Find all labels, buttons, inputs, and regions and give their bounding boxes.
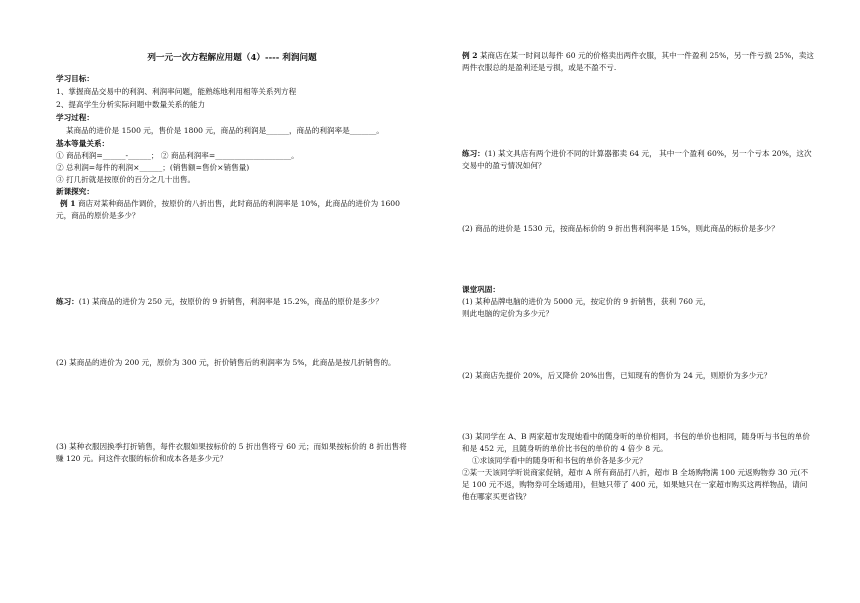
right-practice-1-text: (1) 某文具店有两个进价不同的计算器都卖 64 元， 其中一个盈利 60%，另一个亏本 20%，这次交易中的盈亏情况如何？ bbox=[462, 149, 812, 170]
consolidation-3c: ②某一天该同学听说商家促销，超市 A 所有商品打八折，超市 B 全场购物满 100 元返购物券 30 元(不足 100 元不返，购物券可全场通用)，但她只带了 400 元，如果她只在一家超市购买这两样物品，请问他在哪家买更省钱？ bbox=[462, 468, 809, 501]
example-2-label: 例 2 bbox=[462, 51, 478, 60]
process-heading: 学习过程： bbox=[56, 113, 94, 122]
practice-1 bbox=[56, 296, 408, 308]
practice-label: 练习： bbox=[56, 297, 79, 306]
right-practice-label: 练习： bbox=[462, 149, 485, 158]
example-1 bbox=[56, 198, 408, 222]
relation-1: ① 商品利润=______-______； ② 商品利润率=____________________。 bbox=[56, 151, 299, 160]
example-2 bbox=[462, 50, 814, 74]
consolidation-heading: 课堂巩固： bbox=[462, 285, 500, 294]
goal-2: 2、提高学生分析实际问题中数量关系的能力 bbox=[56, 100, 206, 109]
page-title: 列一元一次方程解应用题（4）---- 利润问题 bbox=[147, 53, 317, 63]
example-1-label: 例 1 bbox=[60, 199, 76, 208]
consolidation-2: (2) 某商店先提价 20%，后又降价 20%出售，已知现有的售价为 24 元，则原价为多少元？ bbox=[462, 371, 772, 380]
consolidation-3b: ①求该同学看中的随身听和书包的单价各是多少元？ bbox=[472, 456, 647, 465]
right-practice-1 bbox=[462, 148, 814, 172]
example-1-text: 商店对某种商品作调价，按原价的八折出售，此时商品的利润率是 10%，此商品的进价为 1600 元，商品的原价是多少？ bbox=[56, 199, 400, 220]
process-text: 某商品的进价是 1500 元，售价是 1800 元，商品的利润是______，商品的利润率是_______。 bbox=[66, 126, 384, 135]
practice-2: (2) 某商品的进价为 200 元，原价为 300 元，折价销售后的利润率为 5%，此商品是按几折销售的。 bbox=[56, 358, 396, 367]
relation-2: ② 总利润=每件的利润×______；(销售额=售价×销售量) bbox=[56, 163, 250, 172]
practice-3: (3) 某种衣服因换季打折销售，每件衣服如果按标价的 5 折出售将亏 60 元；而如果按标价的 8 折出售将赚 120 元。问这件衣服的标价和成本各是多少元？ bbox=[56, 442, 407, 463]
goals-heading: 学习目标： bbox=[56, 74, 94, 83]
consolidation-1b: 则此电脑的定价为多少元？ bbox=[462, 309, 554, 318]
example-2-text: 某商店在某一时间以每件 60 元的价格卖出两件衣服，其中一件盈利 25%，另一件亏损 25%，卖这两件衣服总的是盈利还是亏损，或是不盈不亏. bbox=[462, 51, 814, 72]
practice-1-text: (1) 某商品的进价为 250 元，按原价的 9 折销售，利润率是 15.2%，商品的原价是多少？ bbox=[78, 297, 383, 306]
new-lesson-heading: 新课探究： bbox=[56, 187, 94, 196]
relations-heading: 基本等量关系： bbox=[56, 139, 110, 148]
consolidation-3a: (3) 某同学在 A、B 两家超市发现她看中的随身听的单价相同，书包的单价也相同，随身听与书包的单价和是 452 元，且随身听的单价比书包的单价的 4 倍少 8 元。 bbox=[462, 432, 810, 453]
consolidation-1a: (1) 某种品牌电脑的进价为 5000 元，按定价的 9 折销售，获利 760 元， bbox=[462, 297, 711, 306]
relation-3: ③ 打几折就是按原价的百分之几十出售。 bbox=[56, 175, 196, 184]
right-practice-2: (2) 商品的进价是 1530 元，按商品标价的 9 折出售利润率是 15%，则此商品的标价是多少？ bbox=[462, 224, 779, 233]
goal-1: 1、掌握商品交易中的利润、利润率问题，能熟练地利用相等关系列方程 bbox=[56, 87, 297, 96]
